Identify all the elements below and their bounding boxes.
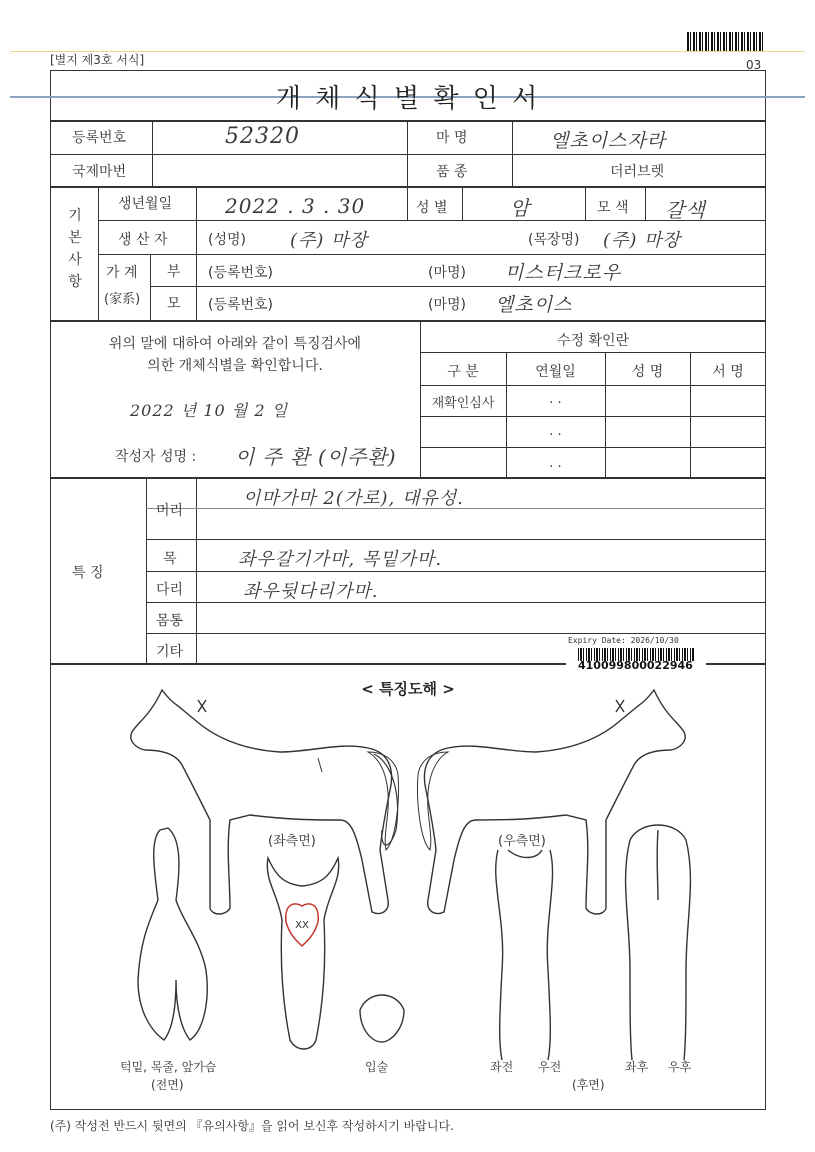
- revision-col-name: 성 명: [631, 364, 664, 380]
- sire-name-value: 미스터크로우: [505, 262, 622, 284]
- birth-value: 2022 . 3 . 30: [225, 194, 366, 218]
- sire-reg-label: (등록번호): [208, 265, 274, 281]
- breed-value: 더러브렛: [610, 164, 665, 180]
- revision-row-3-date: . .: [549, 456, 562, 471]
- rear-left-label: 좌후: [625, 1060, 649, 1074]
- author-signature: 이 주 환 (이주환): [235, 445, 397, 469]
- left-side-label: (좌측면): [268, 834, 316, 849]
- reg-no-label: 등록번호: [72, 130, 127, 146]
- color-value: 갈색: [665, 198, 706, 222]
- front-left-label: 좌전: [490, 1060, 514, 1074]
- horse-left-side: [131, 690, 399, 914]
- front-right-label: 우전: [538, 1060, 562, 1074]
- diagram-title: < 특징도해 >: [361, 680, 455, 698]
- document-title: 개 체 식 별 확 인 서: [275, 84, 541, 114]
- revision-col-date: 연월일: [535, 364, 576, 380]
- dam-name-value: 엘초이스: [495, 294, 573, 316]
- sex-value: 암: [510, 196, 531, 220]
- dam-reg-label: (등록번호): [208, 297, 274, 313]
- sticker-barcode-number: 410099800022946: [578, 659, 693, 672]
- breeder-label: 생 산 자: [118, 232, 168, 248]
- feature-head-value: 이마가마 2(가로), 대유성.: [243, 488, 464, 509]
- horse-lips: [360, 995, 404, 1042]
- feature-other-label: 기타: [156, 644, 184, 660]
- horse-head-front: [267, 858, 338, 1049]
- horse-diagram: [50, 680, 766, 1100]
- revision-row-2-date: . .: [549, 424, 562, 439]
- pedigree-label: 가 계: [106, 265, 138, 281]
- footer-note: (주) 작성전 반드시 뒷면의 『유의사항』을 읽어 보신후 작성하시기 바랍니다.: [50, 1119, 454, 1133]
- sticker-expiry: Expiry Date: 2026/10/30: [568, 636, 679, 645]
- dam-label: 모: [167, 296, 181, 312]
- feature-neck-value: 좌우갈기가마, 목밑가마.: [238, 549, 443, 570]
- sex-label: 성 별: [416, 200, 448, 216]
- farm-value: (주) 마장: [603, 230, 681, 251]
- horse-name-label: 마 명: [436, 130, 468, 146]
- sire-name-label: (마명): [428, 265, 466, 281]
- confirm-date: 2022 년 10 월 2 일: [130, 401, 289, 420]
- top-barcode: [687, 32, 765, 52]
- horse-right-side: [418, 690, 686, 914]
- horse-hind-legs: [626, 825, 691, 1060]
- horse-front-legs: [496, 850, 553, 1060]
- horse-neck-front: [138, 828, 207, 1040]
- revision-row-1-date: . .: [549, 392, 562, 407]
- rear-label: (후면): [572, 1078, 605, 1092]
- confirm-line-1: 위의 말에 대하여 아래와 같이 특징검사에: [108, 336, 362, 352]
- farm-label: (목장명): [528, 232, 580, 248]
- feature-legs-value: 좌우뒷다리가마.: [243, 581, 379, 602]
- features-label: 특 징: [72, 565, 104, 581]
- breed-label: 품 종: [436, 164, 468, 180]
- author-label: 작성자 성명 :: [115, 449, 197, 465]
- revision-col-kind: 구 분: [447, 364, 479, 380]
- barcode-sticker: [566, 634, 706, 674]
- breeder-name-value: (주) 마장: [290, 230, 368, 251]
- confirm-line-2: 의한 개체식별을 확인합니다.: [147, 358, 323, 374]
- breeder-name-label: (성명): [208, 232, 246, 248]
- feature-neck-label: 목: [163, 551, 177, 567]
- form-number: [별지 제3호 서식]: [50, 53, 145, 67]
- reg-no-value: 52320: [225, 124, 300, 149]
- lips-label: 입술: [365, 1060, 389, 1074]
- intl-name-label: 국제마번: [72, 164, 127, 180]
- dam-name-label: (마명): [428, 297, 466, 313]
- feature-head-label: 머리: [156, 503, 184, 519]
- revision-header: 수정 확인란: [556, 333, 630, 349]
- revision-row-1-kind: 재확인심사: [431, 396, 495, 411]
- rear-right-label: 우후: [668, 1060, 692, 1074]
- front-caption: 턱밑, 목줄, 앞가슴: [120, 1060, 217, 1074]
- pedigree-hanja: (家系): [104, 292, 141, 307]
- face-mark-text: XX: [295, 920, 309, 931]
- sire-label: 부: [167, 264, 181, 280]
- feature-body-label: 몸통: [156, 613, 184, 629]
- revision-col-sign: 서 명: [712, 364, 744, 380]
- right-side-label: (우측면): [498, 834, 546, 849]
- basic-section-label: 기 본 사 항: [68, 208, 82, 290]
- color-label: 모 색: [597, 200, 629, 216]
- front-label: (전면): [151, 1078, 184, 1092]
- birth-label: 생년월일: [118, 196, 173, 212]
- page-number: 03: [746, 58, 762, 72]
- feature-legs-label: 다리: [156, 582, 184, 598]
- horse-name-value: 엘초이스자라: [550, 130, 667, 152]
